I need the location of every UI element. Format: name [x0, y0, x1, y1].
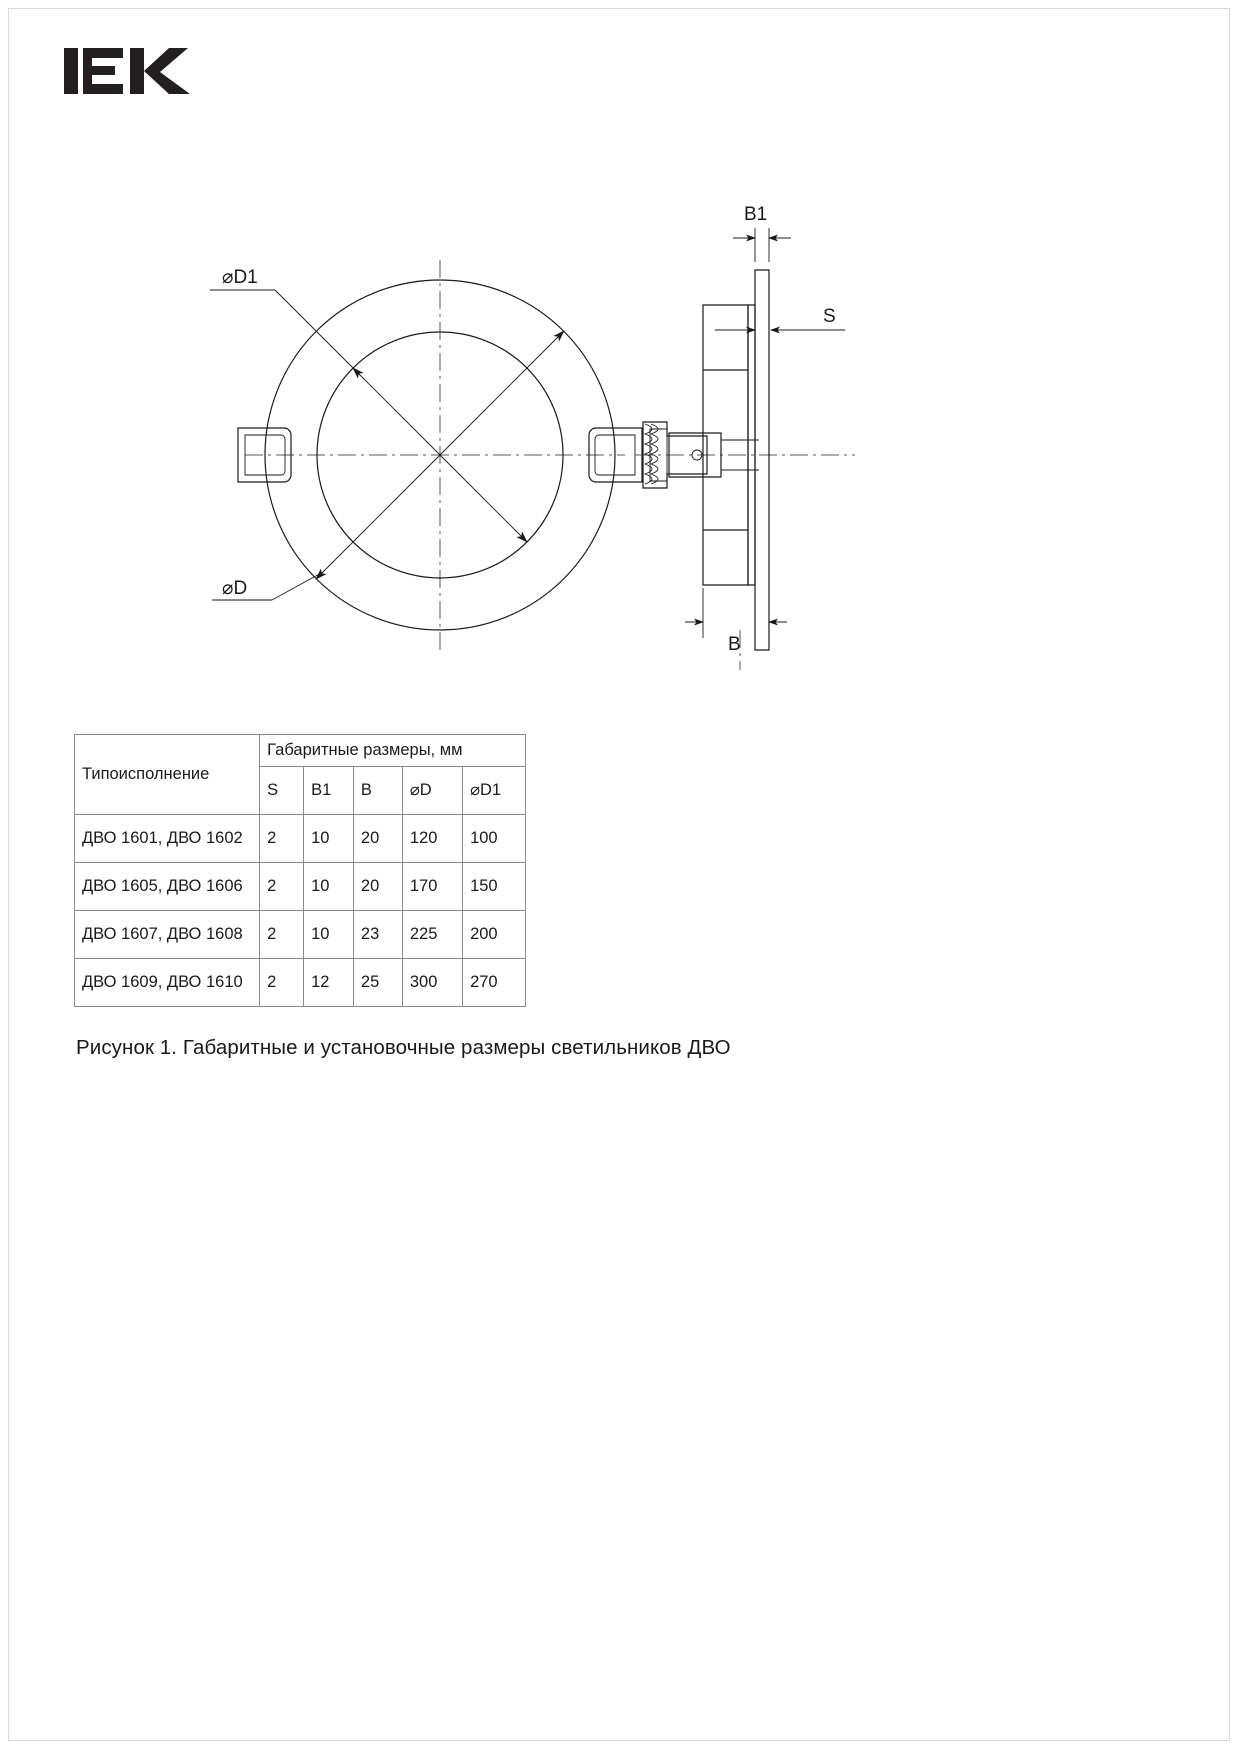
cell-b1: 10: [304, 815, 354, 863]
table-header-row: [75, 735, 526, 767]
subheader-d1: ⌀D1: [463, 767, 526, 815]
cell-d: 225: [402, 911, 462, 959]
cell-d: 120: [402, 815, 462, 863]
side-view: [635, 204, 855, 670]
figure-caption: Рисунок 1. Габаритные и установочные размеры светильников ДВО: [76, 1036, 731, 1059]
header-overall-dimensions: Габаритные размеры, мм: [260, 735, 526, 767]
subheader-d: ⌀D: [402, 767, 462, 815]
dim-b1: [733, 204, 791, 262]
cell-s: 2: [260, 911, 304, 959]
cell-b: 20: [353, 863, 402, 911]
dim-label-s: S: [823, 306, 836, 327]
dim-s: [715, 306, 845, 330]
dim-b: [685, 588, 787, 655]
cell-b1: 10: [304, 911, 354, 959]
front-view: [210, 260, 642, 650]
cell-s: 2: [260, 959, 304, 1007]
dimensions-table-wrapper: [74, 734, 534, 1007]
subheader-s: S: [260, 767, 304, 815]
subheader-b: B: [353, 767, 402, 815]
cell-b1: 10: [304, 863, 354, 911]
cell-b: 25: [353, 959, 402, 1007]
dimensions-table: [74, 734, 526, 1007]
header-type-designation: Типоисполнение: [75, 735, 260, 815]
dim-label-d: ⌀D: [222, 578, 248, 599]
cell-d: 300: [402, 959, 462, 1007]
cell-d1: 150: [463, 863, 526, 911]
cell-d1: 270: [463, 959, 526, 1007]
technical-drawing: [200, 200, 900, 690]
table-row: [75, 863, 526, 911]
iek-logo: [64, 36, 204, 106]
cell-s: 2: [260, 863, 304, 911]
cell-type: ДВО 1607, ДВО 1608: [75, 911, 260, 959]
table-row: [75, 815, 526, 863]
cell-b: 20: [353, 815, 402, 863]
dim-label-d1: ⌀D1: [222, 267, 258, 288]
cell-type: ДВО 1609, ДВО 1610: [75, 959, 260, 1007]
cell-type: ДВО 1605, ДВО 1606: [75, 863, 260, 911]
dim-label-b1: B1: [744, 204, 768, 225]
cell-type: ДВО 1601, ДВО 1602: [75, 815, 260, 863]
table-row: [75, 911, 526, 959]
cell-b1: 12: [304, 959, 354, 1007]
cell-d: 170: [402, 863, 462, 911]
cell-d1: 100: [463, 815, 526, 863]
cell-d1: 200: [463, 911, 526, 959]
subheader-b1: B1: [304, 767, 354, 815]
dim-label-b: B: [728, 634, 741, 655]
table-row: [75, 959, 526, 1007]
cell-b: 23: [353, 911, 402, 959]
cell-s: 2: [260, 815, 304, 863]
